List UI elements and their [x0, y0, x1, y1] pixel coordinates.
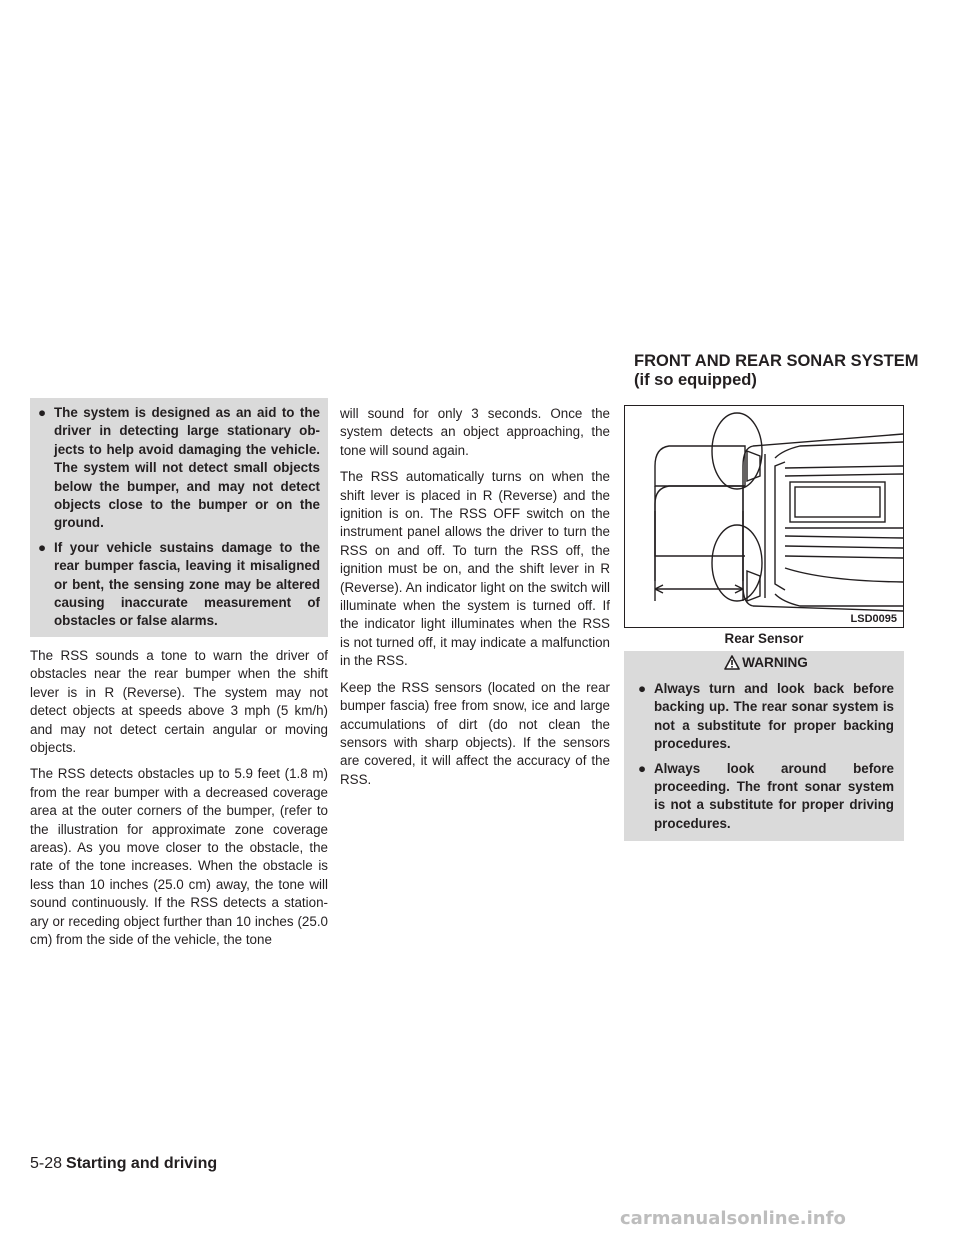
- warning-title: [638, 655, 894, 670]
- rear-sensor-illustration: [625, 406, 903, 627]
- caution-bullet-text: If your vehicle sustains damage to the rear bumper fascia, leaving it misaligned or bent, the sensing zone may be altered causing inaccurate measurement of obstacles or false alarms.: [54, 539, 320, 629]
- section-title: [634, 352, 934, 389]
- section-title-line: FRONT AND REAR SONAR SYSTEM: [634, 352, 919, 370]
- chapter-title: Starting and driving: [66, 1155, 218, 1172]
- warning-bullet-text: Always turn and look back before backing up. The rear sonar system is not a substitute for proper backing procedures.: [654, 681, 894, 752]
- warning-bullet: [638, 680, 894, 754]
- rear-sensor-figure: [624, 405, 904, 628]
- body-paragraph: Keep the RSS sensors (located on the rear bumper fascia) free from snow, ice and large accumulations of dirt (do not clean the sensors with sharp objects). If the sensors are covered, it will affect the accuracy of the RSS.: [340, 679, 610, 787]
- warning-box: [624, 651, 904, 841]
- bullet-icon: ●: [38, 405, 47, 420]
- left-column: [30, 398, 328, 957]
- caution-bullet: [38, 404, 320, 533]
- section-subtitle: (if so equipped): [634, 370, 757, 389]
- warning-bullet: [638, 760, 894, 834]
- watermark: carmanualsonline.info: [620, 1208, 846, 1229]
- figure-caption: Rear Sensor: [724, 631, 804, 646]
- warning-triangle-icon: [724, 655, 740, 670]
- warning-title-text: WARNING: [742, 655, 808, 670]
- body-paragraph: The RSS sounds a tone to warn the driver of obstacles near the rear bumper when the shift lever is in R (Reverse). The system may not detect objects at speeds above 3 mph (5 km/h) and may not detect certain angular or moving objects.: [30, 647, 328, 755]
- page-footer: [30, 1155, 217, 1173]
- middle-column: [340, 405, 610, 797]
- caution-box: [30, 398, 328, 637]
- warning-bullet-text: Always look around before proceeding. The front sonar system is not a substitute for proper driving procedures.: [654, 760, 894, 831]
- body-paragraph: The RSS automatically turns on when the shift lever is placed in R (Reverse) and the ignition is on. The RSS OFF switch on the instrument panel allows the driver to turn the RSS on and off. To turn the RSS off, the ignition must be on, and the shift lever in R (Reverse). An indicator light on the switch will illuminate when the system is turned off. If the indicator light illuminates when the RSS is not turned off, it may indicate a malfunction in the RSS.: [340, 469, 610, 669]
- caution-bullet: [38, 539, 320, 631]
- bullet-icon: ●: [638, 681, 647, 696]
- figure-code: LSD0095: [850, 613, 897, 625]
- page-number: 5-28: [30, 1155, 63, 1172]
- caution-bullet-text: The system is designed as an aid to the driver in detecting large stationary objects to help avoid damaging the vehicle. The system will not detect small objects below the bumper, and may not detect objects close to the bumper or on the ground.: [54, 405, 320, 531]
- body-paragraph: The RSS detects obstacles up to 5.9 feet (1.8 m) from the rear bumper with a decreased coverage area at the outer corners of the bumper, (refer to the illustration for approximate zone coverage areas). As you move closer to the obstacle, the rate of the tone increases. When the obstacle is less than 10 inches (25.0 cm) away, the tone will sound continuously. If the RSS detects a stationary or receding object further than 10 inches (25.0 cm) from the side of the vehicle, the tone: [30, 766, 328, 947]
- bullet-icon: ●: [38, 539, 47, 555]
- body-paragraph: will sound for only 3 seconds. Once the system detects an object approaching, the tone will sound again.: [340, 406, 610, 458]
- bullet-icon: ●: [638, 760, 647, 776]
